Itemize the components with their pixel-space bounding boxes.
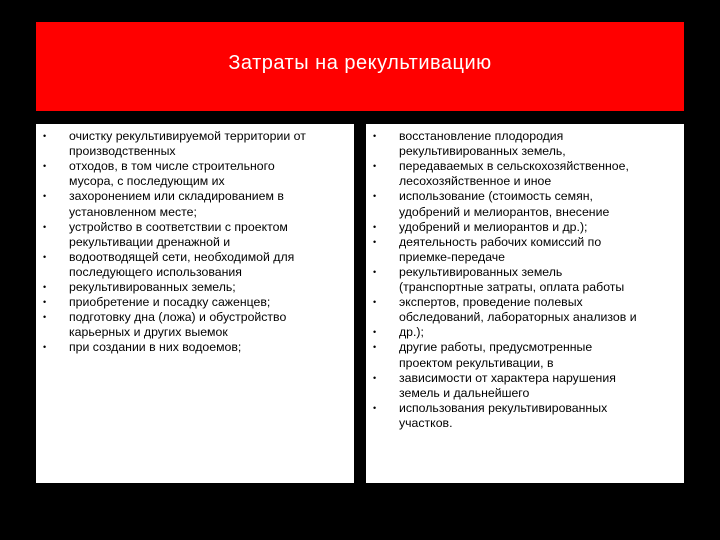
bullet-icon: • bbox=[373, 342, 377, 353]
right-list-line: другие работы, предусмотренные bbox=[399, 340, 593, 355]
right-list-line: участков. bbox=[399, 415, 453, 430]
bullet-icon: • bbox=[373, 221, 377, 232]
right-text-panel bbox=[366, 124, 684, 483]
left-list-line: устройство в соответствии с проектом bbox=[69, 219, 288, 234]
right-list-line: (транспортные затраты, оплата работы bbox=[399, 280, 625, 294]
right-list-line: удобрений и мелиорантов и др.); bbox=[399, 219, 588, 234]
right-list-line: обследований, лабораторных анализов и bbox=[399, 310, 637, 325]
left-list-line: отходов, в том числе строительного bbox=[69, 159, 275, 174]
bullet-icon: • bbox=[373, 131, 377, 141]
left-list-line: последующего использования bbox=[69, 264, 242, 279]
left-list-line: установленном месте; bbox=[69, 204, 197, 219]
left-list-line: водоотводящей сети, необходимой для bbox=[69, 249, 295, 264]
left-list-line: захоронением или складированием в bbox=[69, 189, 284, 204]
bullet-icon: • bbox=[43, 131, 47, 141]
bullet-icon: • bbox=[43, 342, 47, 353]
bullet-icon: • bbox=[373, 297, 377, 308]
left-list-line: очистку рекультивируемой территории от bbox=[69, 129, 306, 143]
bullet-icon: • bbox=[43, 282, 47, 292]
bullet-icon: • bbox=[373, 327, 377, 338]
bullet-icon: • bbox=[373, 372, 377, 383]
right-list-line: передаваемых в сельскохозяйственное, bbox=[399, 159, 629, 174]
right-list-line: рекультивированных земель, bbox=[399, 144, 566, 159]
right-list-line: др.); bbox=[399, 325, 424, 340]
bullet-icon: • bbox=[43, 221, 47, 232]
bullet-icon: • bbox=[43, 297, 47, 308]
right-list-line: восстановление плодородия bbox=[399, 129, 564, 143]
right-list-line: лесохозяйственное и иное bbox=[399, 174, 552, 189]
left-list-line: карьерных и других выемок bbox=[69, 325, 228, 340]
right-list-line: зависимости от характера нарушения bbox=[399, 370, 616, 385]
bullet-icon: • bbox=[373, 266, 377, 277]
right-list-line: экспертов, проведение полевых bbox=[399, 295, 583, 310]
right-list-line: удобрений и мелиорантов, внесение bbox=[399, 204, 610, 219]
slide-title-bar bbox=[36, 22, 684, 111]
left-list-line: подготовку дна (ложа) и обустройство bbox=[69, 310, 287, 325]
left-list-line: рекультивации дренажной и bbox=[69, 234, 231, 249]
left-list-line: приобретение и посадку саженцев; bbox=[69, 295, 271, 310]
bullet-icon: • bbox=[373, 191, 377, 202]
bullet-icon: • bbox=[43, 251, 47, 262]
left-list-line: рекультивированных земель; bbox=[69, 280, 236, 294]
right-list-line: использование (стоимость семян, bbox=[399, 189, 593, 204]
bullet-icon: • bbox=[43, 312, 47, 323]
left-list-line: производственных bbox=[69, 144, 176, 159]
slide-title: Затраты на рекультивацию bbox=[228, 52, 492, 74]
left-list-line: при создании в них водоемов; bbox=[69, 340, 242, 355]
right-list-line: приемке-передаче bbox=[399, 249, 506, 264]
bullet-icon: • bbox=[373, 402, 377, 413]
bullet-icon: • bbox=[43, 191, 47, 202]
bullet-icon: • bbox=[43, 161, 47, 172]
right-list-line: проектом рекультивации, в bbox=[399, 355, 554, 370]
bullet-icon: • bbox=[373, 236, 377, 247]
right-list-line: рекультивированных земель bbox=[399, 264, 563, 279]
right-list-line: использования рекультивированных bbox=[399, 400, 608, 415]
right-list-line: деятельность рабочих комиссий по bbox=[399, 234, 602, 249]
left-list-line: мусора, с последующим их bbox=[69, 174, 225, 189]
bullet-icon: • bbox=[373, 161, 377, 172]
left-text-panel bbox=[36, 124, 354, 483]
right-list-line: земель и дальнейшего bbox=[399, 385, 530, 400]
